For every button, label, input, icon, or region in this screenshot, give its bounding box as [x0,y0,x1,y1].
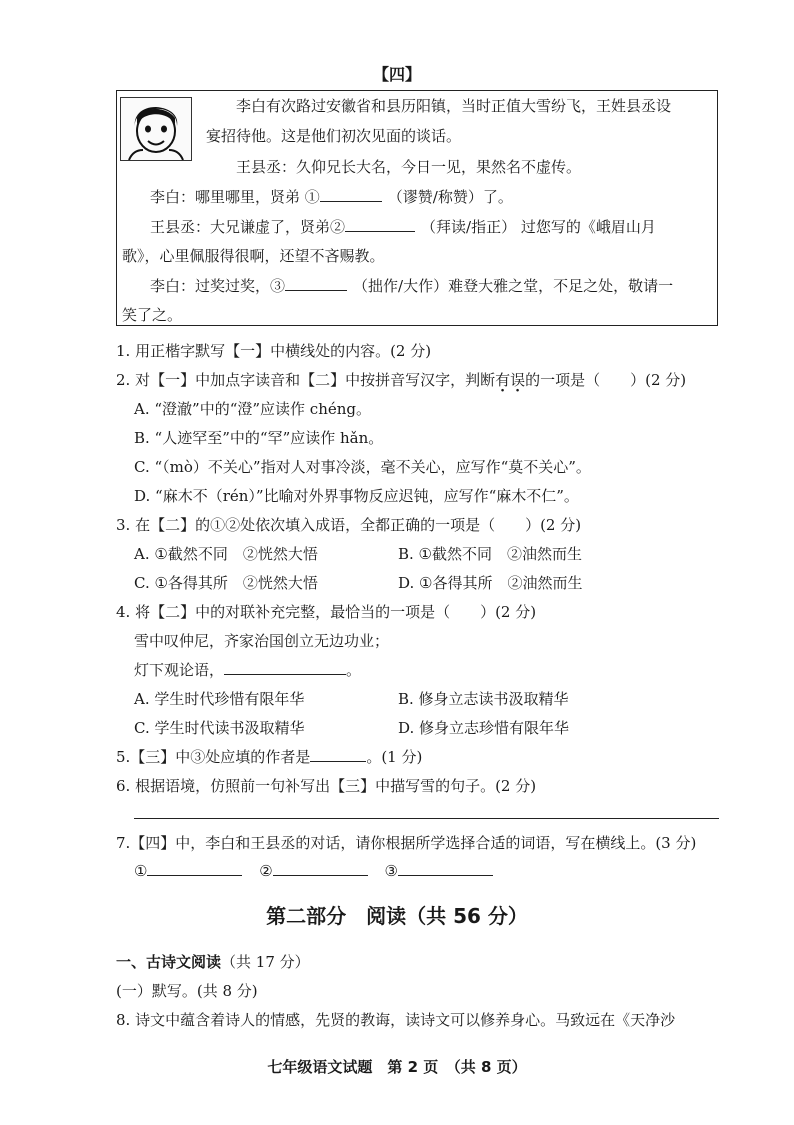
q4-couplet-line2 [134,659,361,680]
subsection-recitation: (一）默写。(共 8 分) [116,982,258,1000]
q4-option-a: A. 学生时代珍惜有限年华 [134,690,305,708]
dialog-li-line2-cont: 笑了之。 [122,306,183,324]
dialog-wang-line2 [150,216,656,237]
q4-blank[interactable] [224,660,346,675]
q3-option-a: A. ①截然不同 ②恍然大悟 [134,545,318,563]
dialog-wang-line2-cont: 歌》，心里佩服得很啊，还望不吝赐教。 [122,247,385,265]
question-7: 7.【四】中，李白和王县丞的对话，请你根据所学选择合适的词语，写在横线上。(3 分) [116,834,697,852]
li-line2-end: （拙作/大作）难登大雅之堂，不足之处，敬请一 [353,277,674,295]
q3-option-d: D. ①各得其所 ②油然而生 [398,574,583,592]
q2-text-end: 的一项是（ ）(2 分) [525,371,687,389]
q4-line2-end: 。 [346,661,362,679]
question-5 [116,746,422,767]
q2-text-start: 2. 对【一】中加点字读音和【二】中按拼音写汉字，判断 [116,371,496,389]
dialog-intro-line1: 李白有次路过安徽省和县历阳镇，当时正值大雪纷飞，王姓县丞设 [236,97,672,115]
q4-couplet-line1: 雪中叹仲尼，齐家治国创立无边功业； [134,632,390,650]
q5-text: 5.【三】中③处应填的作者是 [116,748,311,766]
question-2 [116,369,686,390]
q7-blanks [134,861,493,880]
blank-1[interactable] [320,187,382,202]
q2-emphasis-char-1: 有 [495,371,511,389]
page-footer: 七年级语文试题 第 2 页 （共 8 页） [267,1058,527,1076]
question-4: 4. 将【二】中的对联补充完整，最恰当的一项是（ ）(2 分) [116,603,537,621]
q4-option-b: B. 修身立志读书汲取精华 [398,690,569,708]
q4-line2-text: 灯下观论语， [134,661,225,679]
portrait-illustration [121,98,191,160]
wang-line2-end: （拜读/指正） 过您写的《峨眉山月 [421,218,656,236]
q4-option-c: C. 学生时代读书汲取精华 [134,719,305,737]
q7-marker-1: ① [134,862,148,880]
dialog-li-line2 [150,275,673,296]
section-label: 【四】 [372,65,421,84]
question-3: 3. 在【二】的①②处依次填入成语，全都正确的一项是（ ）(2 分) [116,516,582,534]
li-line2-start: 李白：过奖过奖，③ [150,277,286,295]
li-line1-end: （谬赞/称赞）了。 [387,188,513,206]
q7-blank-1[interactable] [147,861,242,876]
q5-end: 。(1 分) [366,748,423,766]
dialog-wang-line1: 王县丞：久仰兄长大名，今日一见，果然名不虚传。 [236,158,582,176]
dialog-intro-line2: 宴招待他。这是他们初次见面的谈话。 [206,127,462,145]
question-1: 1. 用正楷字默写【一】中横线处的内容。(2 分) [116,342,432,360]
q6-answer-line[interactable] [134,818,719,819]
q7-marker-2: ② [259,862,273,880]
li-line1-start: 李白：哪里哪里，贤弟 ① [150,188,320,206]
q2-option-c: C. “（mò）不关心”指对人对事冷淡，毫不关心，应写作“莫不关心”。 [134,458,591,476]
question-8: 8. 诗文中蕴含着诗人的情感，先贤的教诲，读诗文可以修养身心。马致远在《天净沙 [116,1011,676,1029]
section-heading-score: （共 17 分） [221,953,310,971]
q2-option-a: A. “澄澈”中的“澄”应读作 chéng。 [134,400,372,418]
q2-option-b: B. “人迹罕至”中的“罕”应读作 hǎn。 [134,429,384,447]
dialog-li-line1 [150,186,513,207]
q3-option-c: C. ①各得其所 ②恍然大悟 [134,574,318,592]
part-two-title: 第二部分 阅读（共 56 分） [266,904,528,928]
q3-option-b: B. ①截然不同 ②油然而生 [398,545,583,563]
section-heading-text: 一、古诗文阅读 [116,953,222,971]
li-bai-portrait [120,97,192,161]
q2-emphasis-char-2: 误 [510,371,526,389]
blank-2[interactable] [345,217,415,232]
q2-option-d: D. “麻木不（rén）”比喻对外界事物反应迟钝，应写作“麻木不仁”。 [134,487,579,505]
question-6: 6. 根据语境，仿照前一句补写出【三】中描写雪的句子。(2 分) [116,777,537,795]
q7-blank-2[interactable] [273,861,368,876]
section-heading-classical [116,951,310,972]
q5-blank[interactable] [310,747,366,762]
q7-marker-3: ③ [384,862,398,880]
q4-option-d: D. 修身立志珍惜有限年华 [398,719,570,737]
q7-blank-3[interactable] [398,861,493,876]
blank-3[interactable] [285,276,347,291]
wang-line2-start: 王县丞：大兄谦虚了，贤弟② [150,218,346,236]
